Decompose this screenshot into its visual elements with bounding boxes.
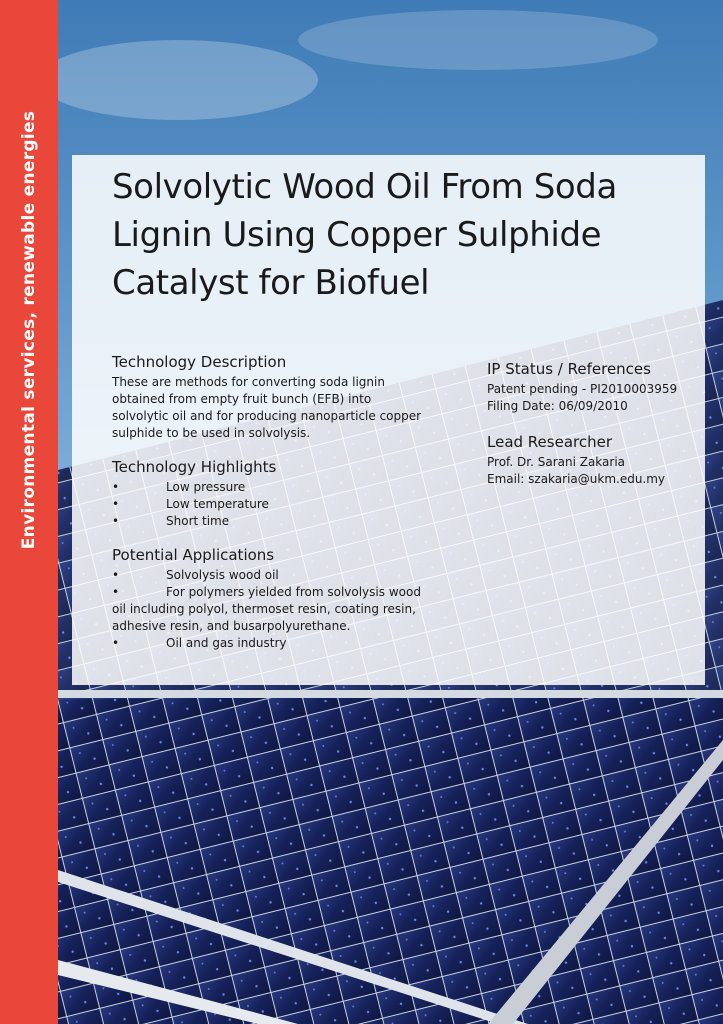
technology-highlights-heading: Technology Highlights xyxy=(112,458,277,476)
potential-applications-section xyxy=(112,546,422,652)
right-column xyxy=(487,360,697,488)
list-item: • Oil and gas industry xyxy=(112,636,287,650)
left-column xyxy=(112,353,422,652)
technology-description-section xyxy=(112,353,422,442)
ip-status-section xyxy=(487,360,697,415)
lead-researcher-heading: Lead Researcher xyxy=(487,433,613,451)
ip-status-heading: IP Status / References xyxy=(487,360,651,378)
researcher-email: Email: szakaria@ukm.edu.my xyxy=(487,472,666,486)
page-title: Solvolytic Wood Oil From Soda Lignin Using Copper Sulphide Catalyst for Biofuel xyxy=(112,167,617,303)
technology-description-body: These are methods for converting soda lignin obtained from empty fruit bunch (EFB) into solvolytic oil and for producing nanoparticle copper sulphide to be used in solvolysis. xyxy=(112,375,422,440)
technology-highlights-section xyxy=(112,458,422,530)
list-item: • Solvolysis wood oil xyxy=(112,568,279,582)
potential-applications-list xyxy=(112,567,422,652)
content-card xyxy=(72,155,705,685)
researcher-name: Prof. Dr. Sarani Zakaria xyxy=(487,455,626,469)
technology-description-heading: Technology Description xyxy=(112,353,287,371)
list-item: • Low temperature xyxy=(112,497,269,511)
technology-highlights-list xyxy=(112,479,422,530)
lead-researcher-section xyxy=(487,433,697,488)
list-item: • For polymers yielded from solvolysis wood oil including polyol, thermoset resin, coating resin, adhesive resin, and busarpolyurethane. xyxy=(112,585,421,633)
potential-applications-heading: Potential Applications xyxy=(112,546,275,564)
filing-date: Filing Date: 06/09/2010 xyxy=(487,399,628,413)
category-label: Environmental services, renewable energies xyxy=(19,110,39,550)
category-side-band xyxy=(0,0,58,1024)
list-item: • Short time xyxy=(112,514,230,528)
list-item: • Low pressure xyxy=(112,480,246,494)
patent-status: Patent pending - PI2010003959 xyxy=(487,382,678,396)
